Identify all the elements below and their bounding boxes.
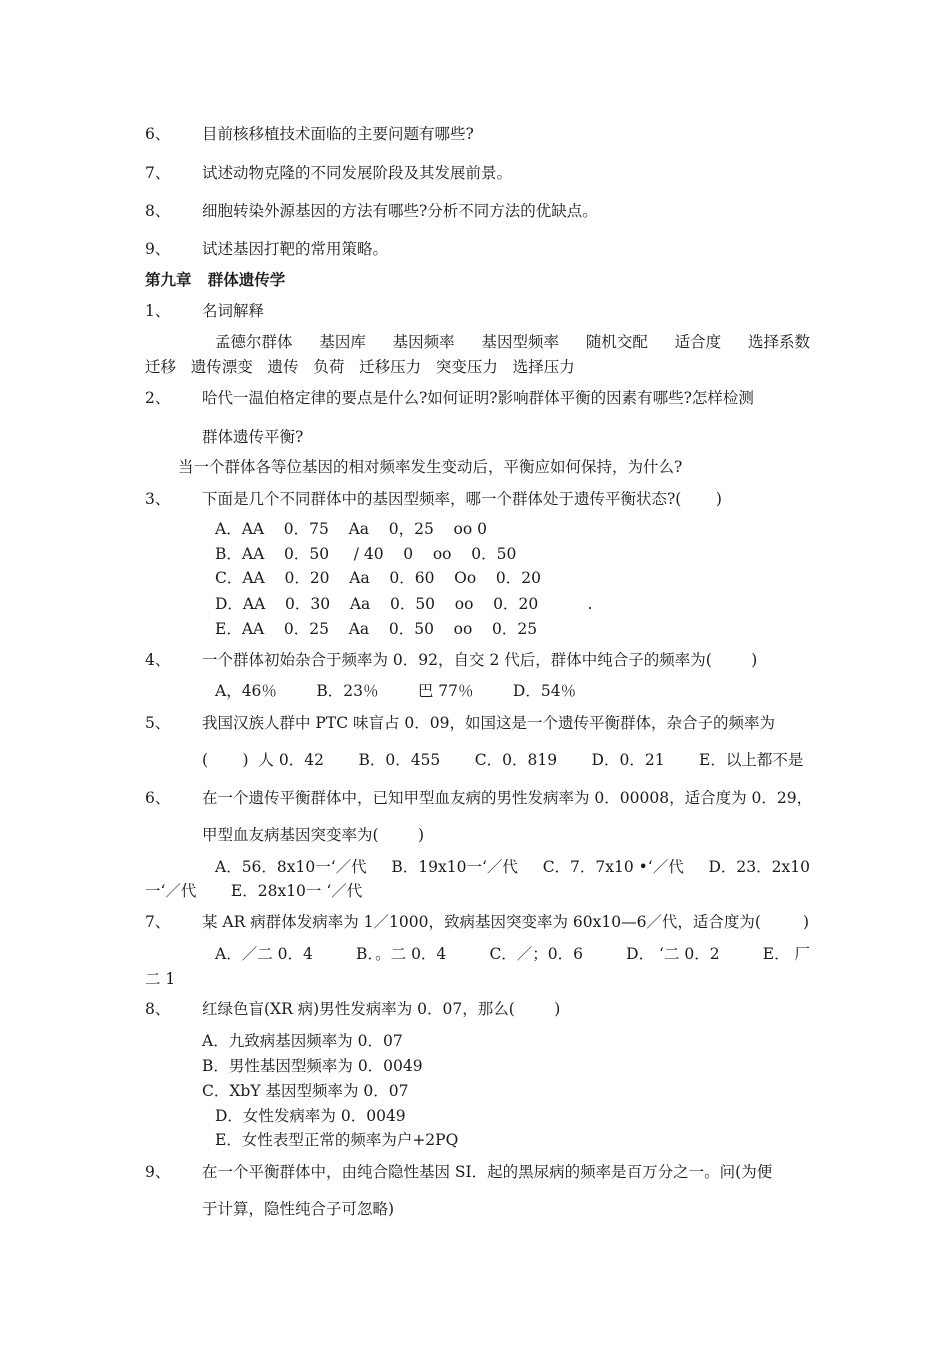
question-number: 9、 (145, 240, 171, 258)
q1-number: 1、 (145, 302, 171, 320)
q6-number: 6、 (145, 789, 171, 807)
q5-number: 5、 (145, 714, 171, 732)
q6-text-line1: 在一个遗传平衡群体中，已知甲型血友病的男性发病率为 0．00008，适合度为 0．29， (202, 789, 813, 807)
q7-text-line1: 某 AR 病群体发病率为 1／1000，致病基因突变率为 60x10—6／代，适合度为( (202, 913, 761, 931)
q3-option-e: E．AA 0．25 Aa 0．50 oo 0．25 (215, 620, 538, 638)
question-text: 试述动物克隆的不同发展阶段及其发展前景。 (202, 164, 513, 182)
q6-options-line2: 一‘／代 E．28x10一 ‘／代 (145, 882, 363, 900)
q6-options-line1 (215, 857, 810, 877)
question-number: 7、 (145, 164, 171, 182)
q1-terms-line2: 迁移 遗传漂变 遗传 负荷 迁移压力 突变压力 选择压力 (145, 358, 575, 376)
q5-text-line2: ( ) 人 0．42 B．0．455 C．0．819 D．0．21 E．以上都不是 (202, 751, 804, 769)
option: B．。二 0．4 (356, 945, 447, 963)
q8-option-c: C．XbY 基因型频率为 0．07 (202, 1082, 409, 1100)
q7-options-line1 (215, 944, 810, 964)
q8-option-d: D．女性发病率为 0．0049 (215, 1107, 406, 1125)
q8-option-a: A．九致病基因频率为 0．07 (202, 1032, 403, 1050)
chapter-title: 第九章 群体遗传学 (145, 270, 286, 289)
q7-text-paren: ) (803, 913, 810, 931)
option: D．23．2x10 (708, 858, 810, 876)
q6-text-line2: 甲型血友病基因突变率为( ) (202, 826, 425, 844)
question-number: 8、 (145, 202, 171, 220)
q7-number: 7、 (145, 913, 171, 931)
q5-text-line1: 我国汉族人群中 PTC 味盲占 0．09，如国这是一个遗传平衡群体，杂合子的频率为 (202, 714, 775, 732)
q8-number: 8、 (145, 1000, 171, 1018)
term: 选择系数 (747, 333, 810, 351)
option: E． 厂 (762, 945, 810, 963)
q7-options-line2: 二 1 (145, 970, 176, 988)
term: 随机交配 (585, 333, 648, 351)
option: A．／二 0．4 (215, 945, 313, 963)
q4-options: A，46％ B．23％ 巴 77％ D．54％ (215, 682, 577, 700)
q9-text-line1: 在一个平衡群体中，由纯合隐性基因 SI．起的黑尿病的频率是百万分之一。问(为便 (202, 1163, 773, 1181)
term: 适合度 (674, 333, 722, 351)
term: 基因库 (319, 333, 366, 351)
q1-text: 名词解释 (202, 302, 265, 320)
q3-option-a: A．AA 0．75 Aa 0，25 oo 0 (215, 520, 487, 538)
q2-number: 2、 (145, 389, 171, 407)
q8-option-b: B．男性基因型频率为 0．0049 (202, 1057, 423, 1075)
question-number: 6、 (145, 125, 171, 143)
q4-number: 4、 (145, 651, 171, 669)
q3-option-b: B．AA 0．50 / 40 0 oo 0．50 (215, 545, 517, 563)
option: B．19x10一‘／代 (391, 858, 518, 876)
q2-text-line3: 当一个群体各等位基因的相对频率发生变动后，平衡应如何保持，为什么? (178, 458, 683, 476)
q1-terms-line1 (215, 332, 810, 352)
q8-option-e: E．女性表型正常的频率为户+2PQ (215, 1131, 459, 1149)
q9-text-line2: 于计算，隐性纯合子可忽略) (202, 1200, 395, 1218)
term: 基因型频率 (481, 333, 559, 351)
q8-text: 红绿色盲(XR 病)男性发病率为 0．07，那么( ) (202, 1000, 561, 1018)
q2-text-line1: 哈代一温伯格定律的要点是什么?如何证明?影响群体平衡的因素有哪些?怎样检测 (202, 389, 754, 407)
q4-text: 一个群体初始杂合于频率为 0．92，自交 2 代后，群体中纯合子的频率为( ) (202, 651, 758, 669)
option: C．／；0．6 (489, 945, 584, 963)
q3-option-d: D．AA 0．30 Aa 0．50 oo 0．20 . (215, 595, 593, 613)
option: C．7．7x10 •‘／代 (542, 858, 684, 876)
term: 基因频率 (392, 333, 455, 351)
q9-number: 9、 (145, 1163, 171, 1181)
q3-number: 3、 (145, 490, 171, 508)
question-text: 细胞转染外源基因的方法有哪些?分析不同方法的优缺点。 (202, 202, 598, 220)
q3-text: 下面是几个不同群体中的基因型频率，哪一个群体处于遗传平衡状态?( ) (202, 490, 722, 508)
q2-text-line2: 群体遗传平衡? (202, 428, 304, 446)
term: 孟德尔群体 (215, 333, 293, 351)
question-text: 试述基因打靶的常用策略。 (202, 240, 389, 258)
option: A．56．8x10一‘／代 (215, 858, 367, 876)
question-text: 目前核移植技术面临的主要问题有哪些? (202, 125, 474, 143)
option: D． ‘二 0．2 (626, 945, 720, 963)
q3-option-c: C．AA 0．20 Aa 0．60 Oo 0．20 (215, 569, 542, 587)
